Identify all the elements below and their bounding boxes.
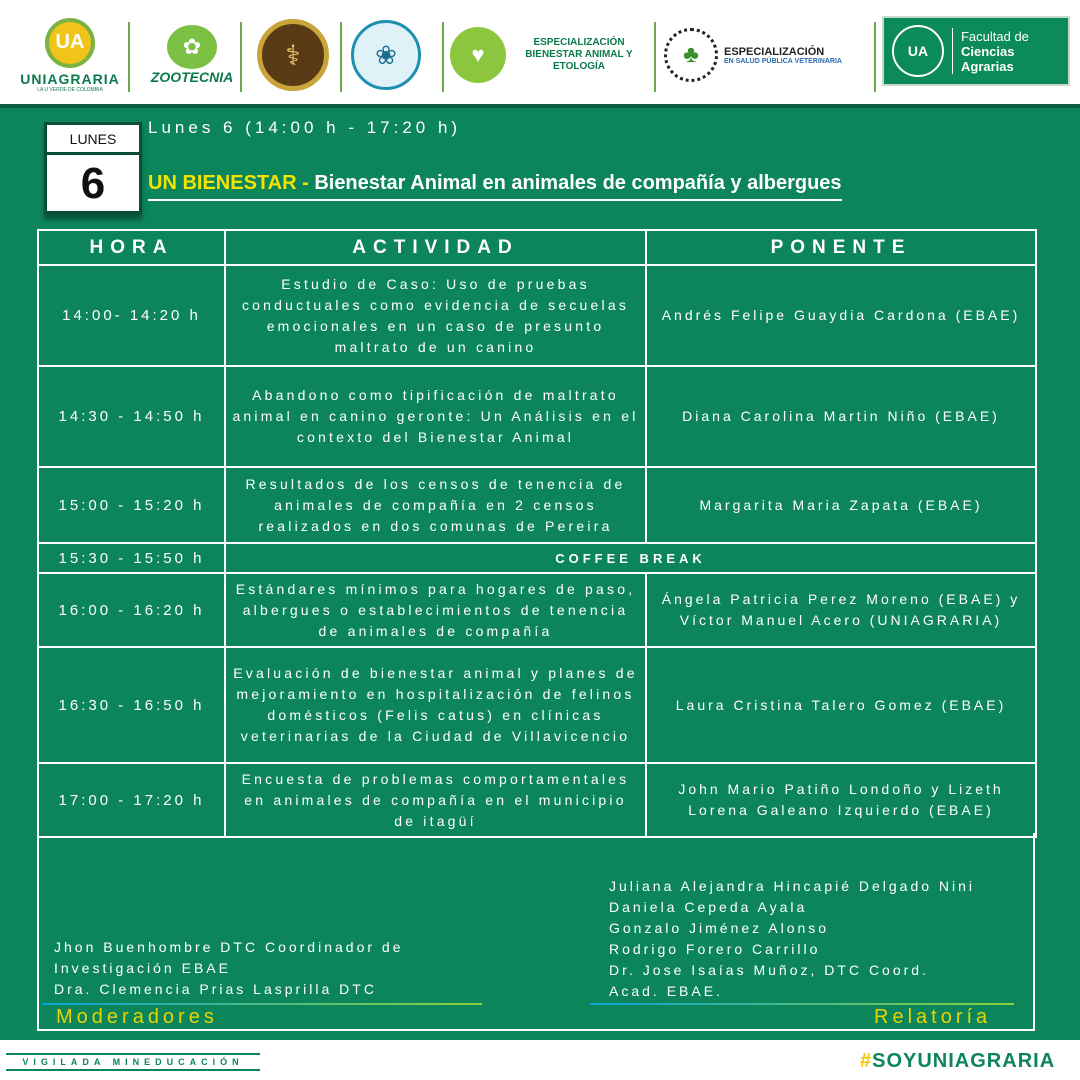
header-actividad: ACTIVIDAD bbox=[225, 230, 646, 265]
salud-subtitle: EN SALUD PÚBLICA VETERINARIA bbox=[724, 57, 842, 65]
salud-publica-logo bbox=[664, 14, 870, 96]
moderadores-label: Moderadores bbox=[56, 1006, 218, 1028]
cell-hora: 15:30 - 15:50 h bbox=[38, 543, 225, 573]
hashtag-symbol: # bbox=[860, 1050, 873, 1072]
cell-hora: 16:30 - 16:50 h bbox=[38, 647, 225, 763]
session-time: Lunes 6 (14:00 h - 17:20 h) bbox=[148, 118, 462, 137]
zootecnia-logo bbox=[152, 14, 232, 96]
relatoria-line: Dr. Jose Isaías Muñoz, DTC Coord. bbox=[609, 962, 929, 978]
logo-separator bbox=[240, 22, 242, 92]
logo-separator bbox=[442, 22, 444, 92]
calendar-icon bbox=[44, 122, 142, 214]
schedule-table bbox=[37, 229, 1037, 838]
logo-separator bbox=[128, 22, 130, 92]
caduceus-icon: ⚕ bbox=[257, 19, 329, 91]
table-row bbox=[38, 573, 1036, 647]
table-header-row bbox=[38, 230, 1036, 265]
relatoria-label: Relatoría bbox=[874, 1006, 992, 1028]
cell-hora: 14:00- 14:20 h bbox=[38, 265, 225, 366]
coffee-break: COFFEE BREAK bbox=[225, 543, 1036, 573]
calendar-day: 6 bbox=[80, 159, 106, 208]
fac-line2: Ciencias Agrarias bbox=[960, 43, 1015, 74]
animals-icon: ♥ bbox=[450, 27, 506, 83]
dog-icon: ❀ bbox=[351, 20, 421, 90]
cell-actividad: Evaluación de bienestar animal y planes de mejoramiento en hospitalización de felinos domésticos (Felis catus) en clínicas veterinarias de la Ciudad de Villavicencio bbox=[225, 647, 646, 763]
cell-actividad: Estándares mínimos para hogares de paso, albergues o establecimientos de tenencia de animales de compañía bbox=[225, 573, 646, 647]
logo-separator bbox=[874, 22, 876, 92]
zootecnia-name: ZOOTECNIA bbox=[150, 69, 234, 85]
ua-name: UNIAGRARIA bbox=[20, 70, 120, 87]
fac-initials: UA bbox=[907, 43, 929, 59]
fac-circle-icon bbox=[892, 25, 944, 77]
vigilada-mineducacion: VIGILADA MINEDUCACIÓN bbox=[6, 1053, 260, 1071]
facultad-logo bbox=[882, 16, 1070, 86]
animal-group-logo bbox=[348, 14, 424, 96]
cell-ponente: Diana Carolina Martin Niño (EBAE) bbox=[646, 366, 1036, 467]
cell-actividad: Abandono como tipificación de maltrato animal en canino geronte: Un Análisis en el contexto del Bienestar Animal bbox=[225, 366, 646, 467]
cell-ponente: Laura Cristina Talero Gomez (EBAE) bbox=[646, 647, 1036, 763]
fac-line1: Facultad de bbox=[960, 28, 1029, 44]
salud-text bbox=[724, 46, 842, 65]
session-title-rest: Bienestar Animal en animales de compañía y albergues bbox=[314, 172, 842, 194]
cell-ponente: Margarita Maria Zapata (EBAE) bbox=[646, 467, 1036, 543]
session-title bbox=[148, 172, 842, 201]
cell-actividad: Estudio de Caso: Uso de pruebas conductuales como evidencia de secuelas emocionales en un caso de presunto maltrato de un canino bbox=[225, 265, 646, 366]
bienestar-animal-logo bbox=[450, 14, 646, 96]
ua-circle-icon bbox=[45, 18, 95, 68]
tree-icon: ♣ bbox=[664, 28, 718, 82]
moderadores-rule bbox=[42, 1003, 482, 1005]
relatoria-line: Acad. EBAE. bbox=[609, 983, 723, 999]
fac-text bbox=[961, 29, 1068, 74]
veterinaria-seal-logo bbox=[255, 14, 331, 96]
cell-ponente: John Mario Patiño Londoño y Lizeth Lorena Galeano Izquierdo (EBAE) bbox=[646, 763, 1036, 837]
cell-hora: 14:30 - 14:50 h bbox=[38, 366, 225, 467]
cell-hora: 16:00 - 16:20 h bbox=[38, 573, 225, 647]
cow-icon: ✿ bbox=[167, 25, 217, 69]
table-row bbox=[38, 763, 1036, 837]
cell-actividad: Encuesta de problemas comportamentales en animales de compañía en el municipio de itagüí bbox=[225, 763, 646, 837]
table-row bbox=[38, 467, 1036, 543]
table-row bbox=[38, 265, 1036, 366]
relatoria-list bbox=[609, 876, 975, 1002]
hashtag-text: SOYUNIAGRARIA bbox=[872, 1050, 1056, 1072]
moderadores-list bbox=[54, 937, 403, 1000]
table-row bbox=[38, 647, 1036, 763]
relatoria-line: Rodrigo Forero Carrillo bbox=[609, 941, 821, 957]
ua-initials: UA bbox=[55, 31, 85, 53]
relatoria-rule bbox=[590, 1003, 1014, 1005]
fac-divider bbox=[952, 28, 953, 74]
moderador-line: Dra. Clemencia Prias Lasprilla DTC bbox=[54, 981, 377, 997]
cell-ponente: Ángela Patricia Perez Moreno (EBAE) y Víctor Manuel Acero (UNIAGRARIA) bbox=[646, 573, 1036, 647]
moderador-line: Investigación EBAE bbox=[54, 960, 231, 976]
cell-actividad: Resultados de los censos de tenencia de animales de compañía en 2 censos realizados en dos comunas de Pereira bbox=[225, 467, 646, 543]
calendar-month: LUNES bbox=[47, 125, 139, 155]
cell-hora: 15:00 - 15:20 h bbox=[38, 467, 225, 543]
table-row bbox=[38, 366, 1036, 467]
cell-ponente: Andrés Felipe Guaydia Cardona (EBAE) bbox=[646, 265, 1036, 366]
relatoria-line: Gonzalo Jiménez Alonso bbox=[609, 920, 830, 936]
bienestar-text: ESPECIALIZACIÓN BIENESTAR ANIMAL Y ETOLOGÍA bbox=[525, 37, 633, 72]
relatoria-line: Juliana Alejandra Hincapié Delgado Nini bbox=[609, 878, 976, 894]
ua-tagline: LA U VERDE DE COLOMBIA bbox=[37, 86, 103, 93]
header-hora: HORA bbox=[38, 230, 225, 265]
uniagraria-logo bbox=[16, 14, 124, 96]
relatoria-line: Daniela Cepeda Ayala bbox=[609, 899, 808, 915]
hashtag bbox=[860, 1050, 1055, 1073]
table-row-coffee bbox=[38, 543, 1036, 573]
cell-hora: 17:00 - 17:20 h bbox=[38, 763, 225, 837]
salud-title: ESPECIALIZACIÓN bbox=[724, 45, 825, 58]
header-logo-strip bbox=[0, 0, 1080, 108]
header-ponente: PONENTE bbox=[646, 230, 1036, 265]
logo-separator bbox=[340, 22, 342, 92]
session-title-highlight: UN BIENESTAR - bbox=[148, 172, 315, 194]
logo-separator bbox=[654, 22, 656, 92]
moderador-line: Jhon Buenhombre DTC Coordinador de bbox=[54, 939, 404, 955]
